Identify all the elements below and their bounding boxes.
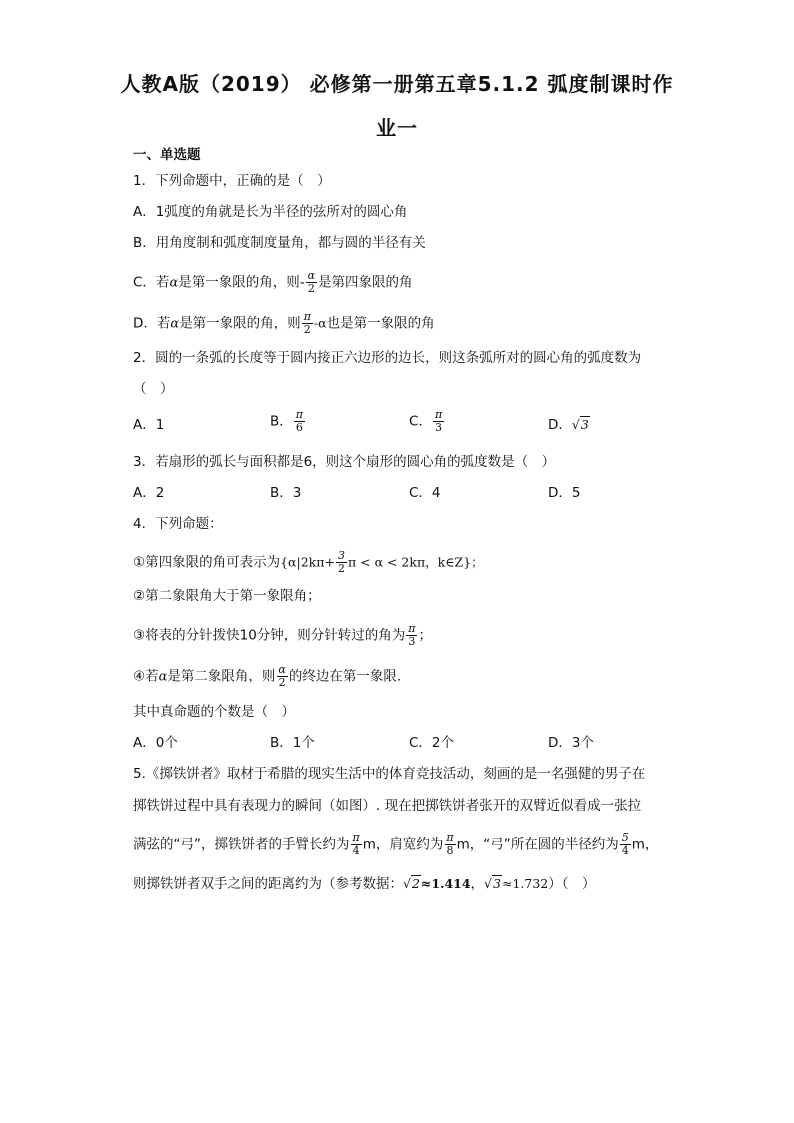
fraction: $\frac{5}{4}$ — [621, 831, 629, 857]
q2-option-c: C． $\frac{\pi}{3}$ — [409, 408, 443, 434]
sqrt-expression: √3 — [571, 417, 589, 432]
alpha-symbol: α — [169, 275, 179, 291]
q2-option-d: D．√3 — [548, 417, 589, 433]
q3-option-b: B．3 — [270, 485, 302, 501]
q3-option-c: C．4 — [409, 485, 441, 501]
q5-line1: 5.《掷铁饼者》取材于希腊的现实生活中的体育竞技活动，刻画的是一名强健的男子在 — [133, 766, 646, 782]
q1-option-b: B．用角度制和弧度制度量角，都与圆的半径有关 — [133, 235, 426, 251]
fraction: $\frac{\alpha}{2}$ — [278, 663, 286, 689]
q4-stem: 4．下列命题： — [133, 516, 223, 532]
fraction: $\frac{\pi}{6}$ — [295, 408, 303, 434]
q2-option-b: B． $\frac{\pi}{6}$ — [270, 408, 303, 434]
q1-option-c: C．若α是第一象限的角，则- $\frac{\alpha}{2}$ 是第四象限的角 — [133, 269, 413, 295]
fraction: $\frac{\pi}{8}$ — [446, 831, 454, 857]
q1-stem: 1．下列命题中，正确的是（ ） — [133, 173, 331, 189]
fraction: $\frac{\pi}{4}$ — [352, 831, 360, 857]
q2-stem-line2: （ ） — [133, 381, 174, 397]
sqrt-expression: √3 — [484, 876, 501, 891]
q4-statement-4: ④若α是第二象限角，则 $\frac{\alpha}{2}$ 的终边在第一象限. — [133, 663, 402, 689]
fraction: $\frac{\pi}{3}$ — [434, 408, 443, 434]
q3-stem: 3．若扇形的弧长与面积都是6，则这个扇形的圆心角的弧度数是（ ） — [133, 454, 556, 470]
fraction: $\frac{\pi}{2}$ — [303, 310, 311, 336]
q4-option-d: D．3个 — [548, 735, 594, 751]
q4-statement-3: ③将表的分针拨快10分钟，则分针转过的角为 $\frac{\pi}{3}$ ； — [133, 622, 433, 648]
q4-option-a: A．0个 — [133, 735, 178, 751]
q1-option-d: D．若α是第一象限的角，则 $\frac{\pi}{2}$ -α也是第一象限的角 — [133, 310, 435, 336]
q4-question: 其中真命题的个数是（ ） — [133, 704, 295, 720]
section-heading: 一、单选题 — [133, 147, 201, 163]
alpha-symbol: α — [170, 316, 180, 332]
q2-option-a: A．1 — [133, 417, 165, 433]
fraction: $\frac{\alpha}{2}$ — [307, 269, 316, 295]
sqrt-expression: √2 — [403, 876, 420, 891]
q2-stem-line1: 2．圆的一条弧的长度等于圆内接正六边形的边长，则这条弧所对的圆心角的弧度数为 — [133, 350, 642, 366]
q4-option-c: C．2个 — [409, 735, 455, 751]
doc-title-line2: 业一 — [376, 116, 418, 140]
q1-option-a: A．1弧度的角就是长为半径的弦所对的圆心角 — [133, 204, 408, 220]
q5-line2: 掷铁饼过程中具有表现力的瞬间（如图）. 现在把掷铁饼者张开的双臂近似看成一张拉 — [133, 798, 642, 814]
q5-line3: 满弦的“弓”，掷铁饼者的手臂长约为 $\frac{\pi}{4}$ m，肩宽约为 $\frac{\pi}{8}$ m，“弓”所在圆的半径约为 $\frac{5}{4}$ m， — [133, 831, 659, 857]
q4-option-b: B．1个 — [270, 735, 315, 751]
alpha-symbol: α — [158, 669, 168, 685]
fraction: $\frac{\pi}{3}$ — [408, 622, 416, 648]
q3-option-a: A．2 — [133, 485, 165, 501]
q4-statement-2: ②第二象限角大于第一象限角； — [133, 588, 321, 604]
q5-line4: 则掷铁饼者双手之间的距离约为（参考数据：√2≈1.414，√3≈1.732）（ ） — [133, 876, 596, 892]
q3-option-d: D．5 — [548, 485, 581, 501]
q4-statement-1: ①第四象限的角可表示为{α|2kπ+ $\frac{3}{2}$ π < α < 2kπ，k∈Z}； — [133, 549, 484, 575]
fraction: $\frac{3}{2}$ — [337, 549, 345, 575]
doc-title-line1: 人教A版（2019） 必修第一册第五章5.1.2 弧度制课时作 — [120, 72, 674, 96]
